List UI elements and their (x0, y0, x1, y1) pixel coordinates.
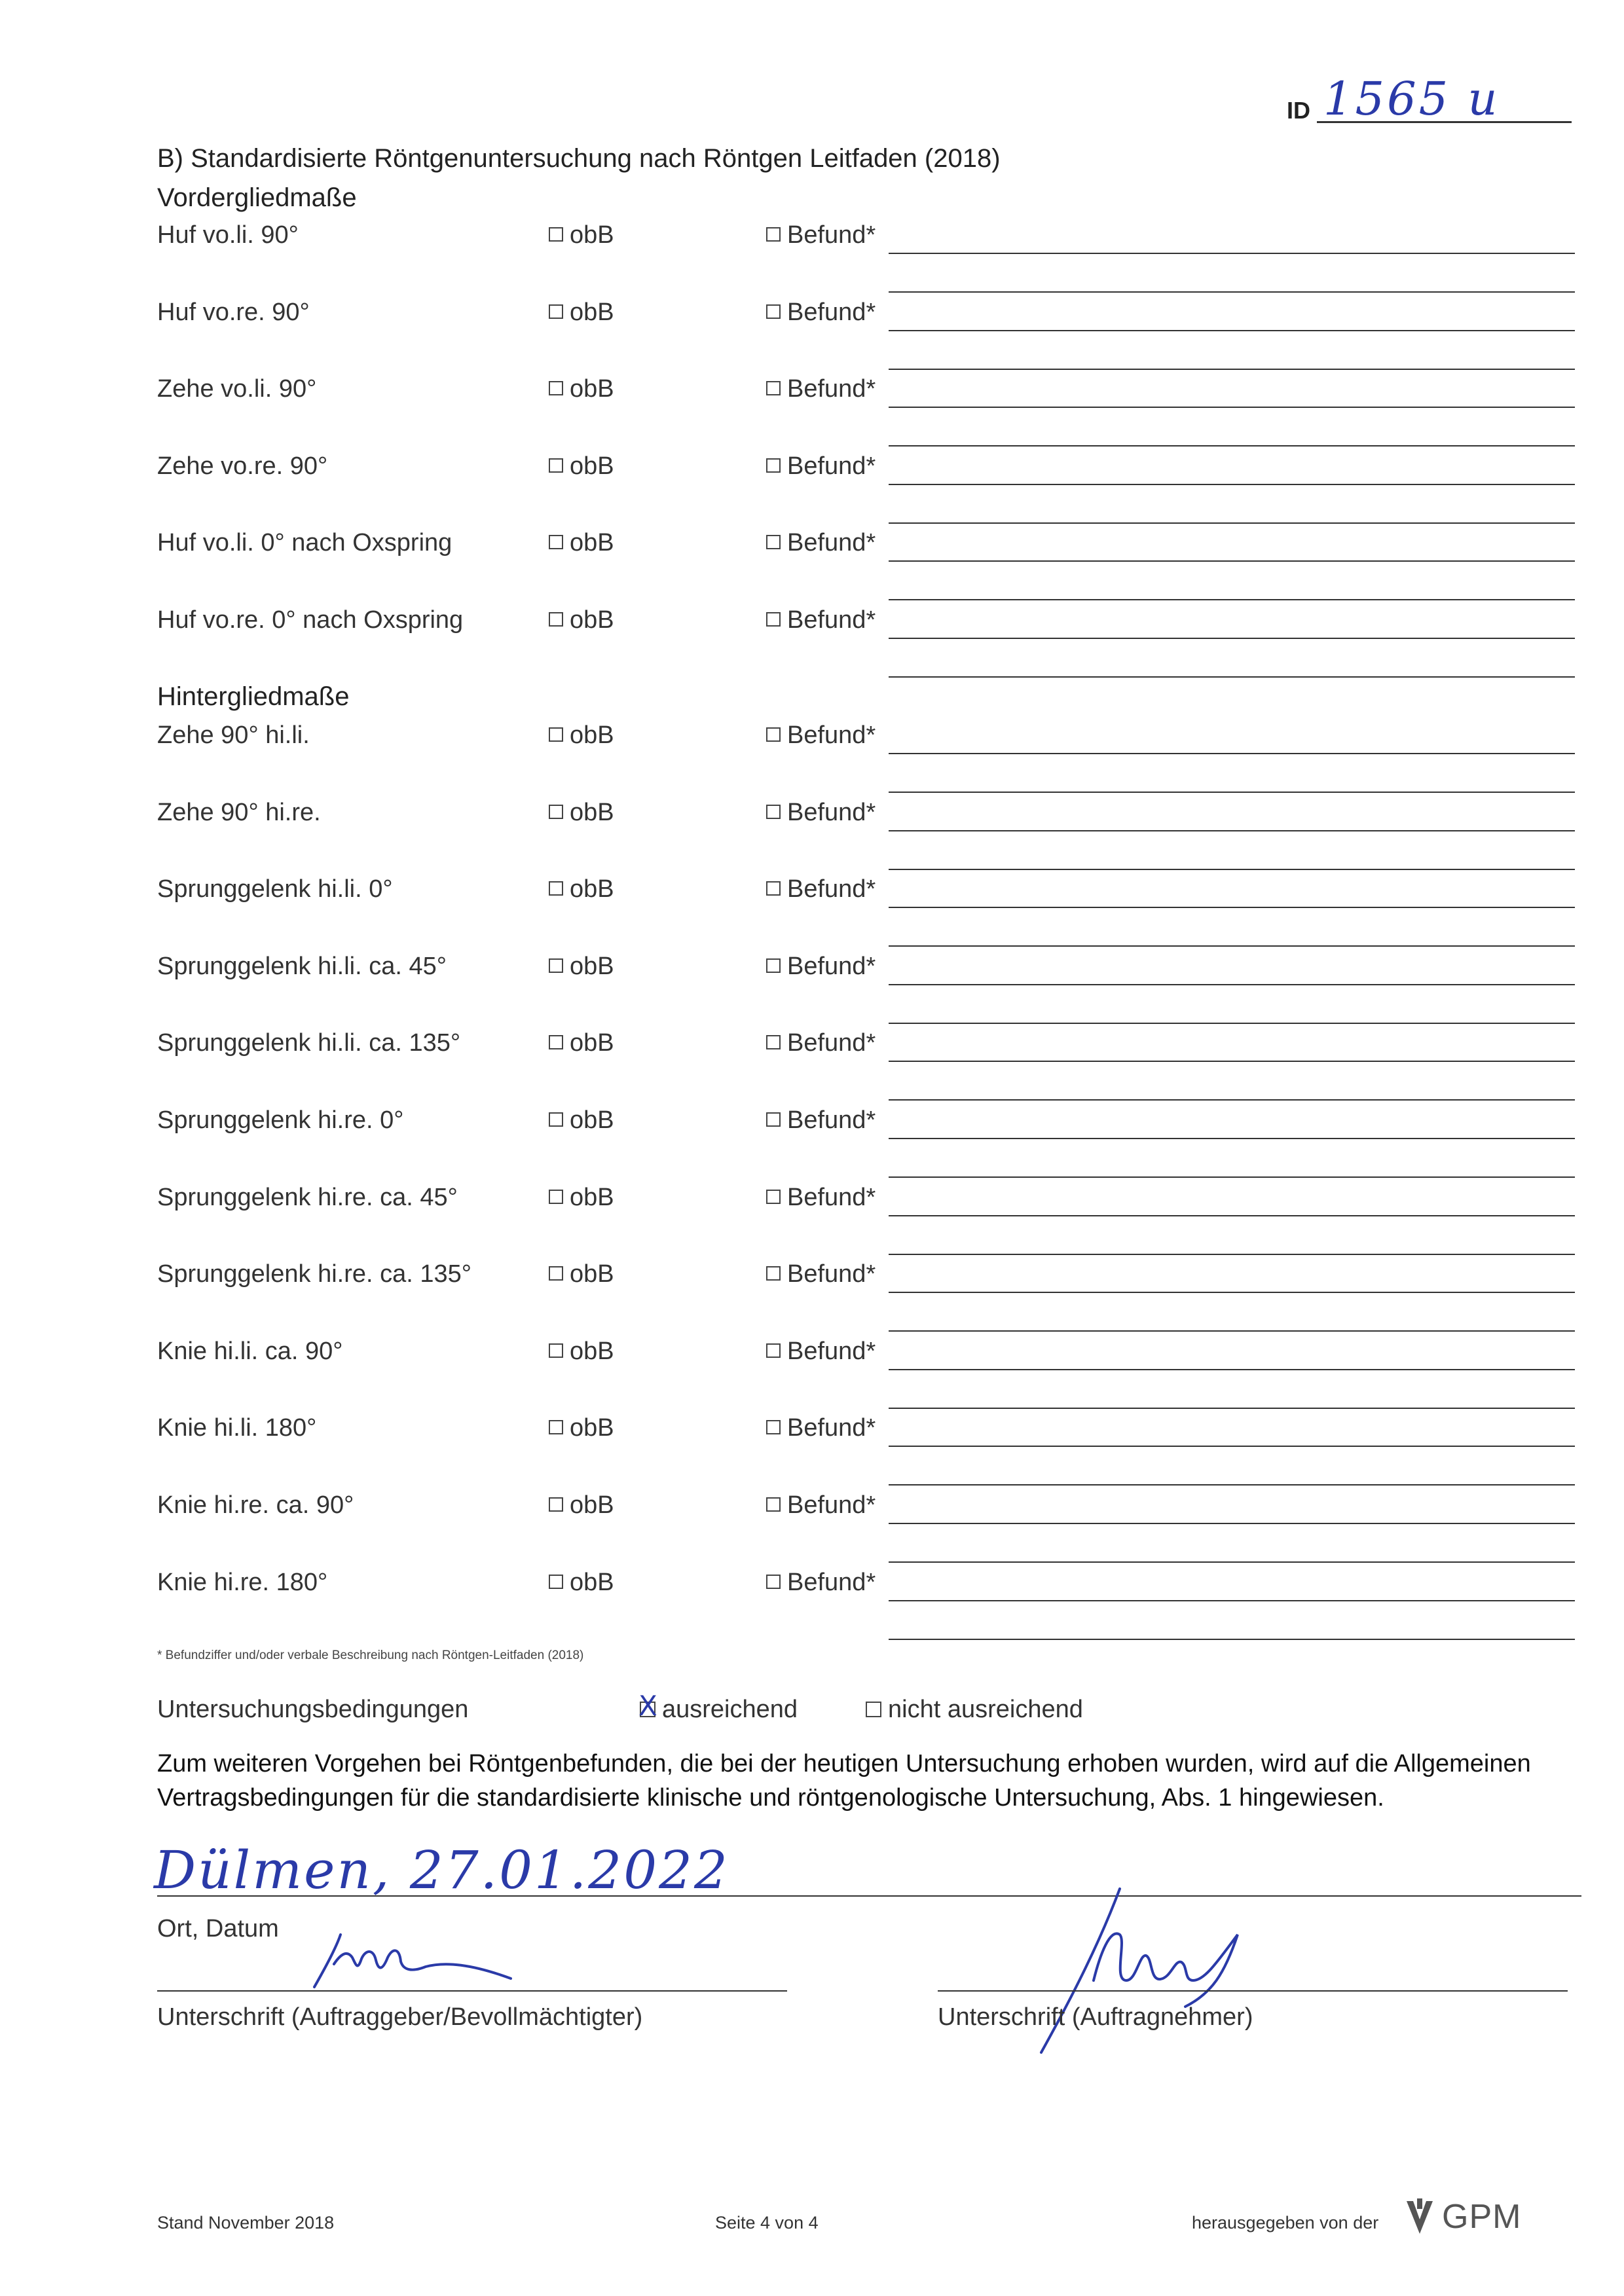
befund-label: Befund* (787, 1414, 876, 1442)
befund-entry-line[interactable] (889, 1600, 1575, 1601)
sufficient-label: ausreichend (662, 1696, 798, 1723)
befund-entry-line[interactable] (889, 1215, 1575, 1216)
befund-entry-line[interactable] (889, 407, 1575, 408)
befund-option[interactable] (766, 221, 876, 249)
obb-label: obB (570, 875, 614, 903)
befund-checkbox[interactable] (766, 1190, 781, 1204)
befund-option[interactable] (766, 875, 876, 903)
obb-checkbox[interactable] (549, 1266, 563, 1281)
obb-checkbox[interactable] (549, 1497, 563, 1512)
befund-entry-line[interactable] (889, 1176, 1575, 1178)
exam-view-label: Zehe vo.li. 90° (157, 375, 317, 403)
befund-checkbox[interactable] (766, 805, 781, 819)
gpm-logo (1403, 2197, 1522, 2250)
sufficient-checkbox[interactable] (638, 1690, 657, 1722)
befund-entry-line[interactable] (889, 753, 1575, 754)
obb-checkbox[interactable] (549, 727, 563, 742)
client-signature-label: Unterschrift (Auftraggeber/Bevollmächtigter) (157, 2003, 643, 2031)
obb-option[interactable] (549, 452, 614, 481)
obb-option[interactable] (549, 1029, 614, 1057)
exam-row (157, 606, 1578, 646)
befund-checkbox[interactable] (766, 727, 781, 742)
befund-entry-line[interactable] (889, 1330, 1575, 1332)
befund-entry-line[interactable] (889, 869, 1575, 870)
befund-option[interactable] (766, 1106, 876, 1135)
befund-label: Befund* (787, 221, 876, 249)
obb-label: obB (570, 952, 614, 980)
befund-option[interactable] (766, 1260, 876, 1288)
conditions-sufficient-option[interactable] (638, 1690, 798, 1724)
befund-label: Befund* (787, 1260, 876, 1288)
obb-label: obB (570, 606, 614, 634)
obb-label: obB (570, 529, 614, 557)
obb-option[interactable] (549, 299, 614, 327)
befund-label: Befund* (787, 1106, 876, 1134)
befund-checkbox[interactable] (766, 1497, 781, 1512)
obb-label: obB (570, 452, 614, 480)
befund-entry-line[interactable] (889, 1484, 1575, 1485)
befund-entry-line[interactable] (889, 1138, 1575, 1139)
obb-label: obB (570, 1183, 614, 1211)
hind-limbs-heading: Hintergliedmaße (157, 682, 350, 711)
contractor-signature-label: Unterschrift (Auftragnehmer) (938, 2003, 1253, 2031)
exam-row (157, 721, 1578, 761)
befund-label: Befund* (787, 952, 876, 980)
befund-label: Befund* (787, 1337, 876, 1365)
obb-option[interactable] (549, 1338, 614, 1366)
befund-entry-line[interactable] (889, 1408, 1575, 1409)
conditions-insufficient-option[interactable] (866, 1696, 1083, 1724)
befund-entry-line[interactable] (889, 1023, 1575, 1024)
obb-option[interactable] (549, 1106, 614, 1135)
insufficient-checkbox[interactable] (866, 1702, 881, 1717)
obb-label: obB (570, 375, 614, 403)
obb-option[interactable] (549, 721, 614, 750)
contractor-signature (1022, 1882, 1270, 2059)
exam-view-label: Sprunggelenk hi.li. 0° (157, 875, 393, 903)
exam-view-label: Sprunggelenk hi.re. ca. 45° (157, 1183, 458, 1211)
befund-entry-line[interactable] (889, 907, 1575, 908)
befund-label: Befund* (787, 606, 876, 634)
befund-checkbox[interactable] (766, 1266, 781, 1281)
obb-label: obB (570, 1491, 614, 1519)
conditions-label: Untersuchungsbedingungen (157, 1696, 469, 1723)
befund-checkbox[interactable] (766, 1420, 781, 1434)
obb-option[interactable] (549, 1184, 614, 1212)
place-date-handwritten: Dülmen, 27.01.2022 (154, 1840, 729, 1901)
befund-label: Befund* (787, 1491, 876, 1519)
obb-label: obB (570, 1260, 614, 1288)
obb-option[interactable] (549, 606, 614, 634)
befund-checkbox[interactable] (766, 1035, 781, 1049)
befund-checkbox[interactable] (766, 227, 781, 242)
exam-row (157, 1491, 1578, 1531)
terms-notice: Zum weiteren Vorgehen bei Röntgenbefunden, die bei der heutigen Untersuchung erhoben wurden, wird auf die Allgemeinen Vertragsbedingungen für die standardisierte klinische und röntgenologische Untersuchung, Abs. 1 hingewiesen. (157, 1750, 1531, 1812)
obb-label: obB (570, 298, 614, 326)
exam-row (157, 529, 1578, 568)
obb-checkbox[interactable] (549, 612, 563, 627)
befund-option[interactable] (766, 1029, 876, 1057)
gpm-logo-icon (1403, 2197, 1437, 2238)
exam-view-label: Knie hi.re. ca. 90° (157, 1491, 354, 1519)
befund-entry-line[interactable] (889, 676, 1575, 678)
befund-checkbox[interactable] (766, 304, 781, 319)
version-note: Stand November 2018 (157, 2213, 335, 2232)
befund-checkbox[interactable] (766, 1575, 781, 1589)
befund-entry-line[interactable] (889, 1254, 1575, 1255)
obb-checkbox[interactable] (549, 1343, 563, 1358)
publisher-note: herausgegeben von der (1192, 2213, 1379, 2232)
client-signature-line (157, 1990, 787, 1992)
obb-checkbox[interactable] (549, 458, 563, 473)
befund-label: Befund* (787, 798, 876, 826)
place-date-label: Ort, Datum (157, 1915, 279, 1942)
exam-row (157, 452, 1578, 492)
exam-view-label: Sprunggelenk hi.li. ca. 45° (157, 952, 447, 980)
insufficient-label: nicht ausreichend (888, 1696, 1083, 1723)
obb-option[interactable] (549, 875, 614, 903)
front-limbs-heading: Vordergliedmaße (157, 183, 357, 212)
exam-row (157, 1106, 1578, 1146)
obb-option[interactable] (549, 953, 614, 981)
befund-entry-line[interactable] (889, 599, 1575, 600)
befund-checkbox[interactable] (766, 381, 781, 395)
befund-entry-line[interactable] (889, 1099, 1575, 1101)
obb-checkbox[interactable] (549, 1190, 563, 1204)
footnote: * Befundziffer und/oder verbale Beschreibung nach Röntgen-Leitfaden (2018) (157, 1649, 584, 1662)
exam-row (157, 1260, 1578, 1300)
obb-option[interactable] (549, 1569, 614, 1597)
befund-label: Befund* (787, 1183, 876, 1211)
obb-label: obB (570, 1337, 614, 1365)
befund-entry-line[interactable] (889, 984, 1575, 985)
handwritten-check-mark: X (638, 1690, 657, 1722)
exam-view-label: Huf vo.re. 90° (157, 298, 310, 326)
exam-row (157, 299, 1578, 338)
befund-checkbox[interactable] (766, 1343, 781, 1358)
exam-view-label: Knie hi.li. ca. 90° (157, 1337, 343, 1365)
obb-option[interactable] (549, 1414, 614, 1442)
befund-entry-line[interactable] (889, 253, 1575, 254)
befund-option[interactable] (766, 1491, 876, 1520)
obb-label: obB (570, 1568, 614, 1596)
obb-option[interactable] (549, 375, 614, 403)
befund-entry-line[interactable] (889, 484, 1575, 485)
befund-checkbox[interactable] (766, 958, 781, 973)
exam-view-label: Sprunggelenk hi.re. ca. 135° (157, 1260, 471, 1288)
befund-label: Befund* (787, 721, 876, 749)
obb-checkbox[interactable] (549, 805, 563, 819)
obb-label: obB (570, 221, 614, 249)
obb-checkbox[interactable] (549, 381, 563, 395)
obb-option[interactable] (549, 1491, 614, 1520)
befund-label: Befund* (787, 1568, 876, 1596)
obb-option[interactable] (549, 221, 614, 249)
befund-option[interactable] (766, 452, 876, 481)
befund-checkbox[interactable] (766, 612, 781, 627)
befund-option[interactable] (766, 375, 876, 403)
obb-option[interactable] (549, 799, 614, 827)
befund-entry-line[interactable] (889, 1523, 1575, 1524)
obb-checkbox[interactable] (549, 1575, 563, 1589)
befund-entry-line[interactable] (889, 1369, 1575, 1370)
exam-row (157, 1414, 1578, 1453)
befund-option[interactable] (766, 299, 876, 327)
befund-checkbox[interactable] (766, 881, 781, 896)
obb-label: obB (570, 1029, 614, 1057)
contractor-signature-line (938, 1990, 1568, 1992)
befund-option[interactable] (766, 721, 876, 750)
befund-entry-line[interactable] (889, 369, 1575, 370)
befund-label: Befund* (787, 452, 876, 480)
befund-entry-line[interactable] (889, 522, 1575, 524)
befund-label: Befund* (787, 529, 876, 557)
exam-row (157, 1184, 1578, 1223)
obb-checkbox[interactable] (549, 958, 563, 973)
befund-checkbox[interactable] (766, 535, 781, 549)
exam-row (157, 1338, 1578, 1377)
befund-option[interactable] (766, 1569, 876, 1597)
befund-entry-line[interactable] (889, 830, 1575, 831)
befund-option[interactable] (766, 1414, 876, 1442)
exam-view-label: Huf vo.li. 0° nach Oxspring (157, 529, 452, 557)
page-number: Seite 4 von 4 (715, 2213, 819, 2232)
exam-row (157, 953, 1578, 992)
exam-row (157, 799, 1578, 838)
befund-label: Befund* (787, 1029, 876, 1057)
place-date-line (157, 1895, 1581, 1897)
befund-checkbox[interactable] (766, 1112, 781, 1127)
obb-checkbox[interactable] (549, 881, 563, 896)
exam-view-label: Zehe 90° hi.re. (157, 798, 321, 826)
obb-checkbox[interactable] (549, 1035, 563, 1049)
befund-entry-line[interactable] (889, 330, 1575, 331)
client-signature (301, 1918, 537, 1997)
exam-view-label: Zehe vo.re. 90° (157, 452, 328, 480)
section-title: B) Standardisierte Röntgenuntersuchung nach Röntgen Leitfaden (2018) (157, 144, 1001, 173)
befund-entry-line[interactable] (889, 1446, 1575, 1447)
obb-checkbox[interactable] (549, 304, 563, 319)
befund-entry-line[interactable] (889, 1061, 1575, 1062)
befund-entry-line[interactable] (889, 291, 1575, 293)
exam-row (157, 875, 1578, 915)
exam-view-label: Huf vo.re. 0° nach Oxspring (157, 606, 464, 634)
befund-option[interactable] (766, 606, 876, 634)
befund-label: Befund* (787, 375, 876, 403)
exam-view-label: Sprunggelenk hi.li. ca. 135° (157, 1029, 461, 1057)
exam-view-label: Zehe 90° hi.li. (157, 721, 310, 749)
obb-checkbox[interactable] (549, 1420, 563, 1434)
exam-view-label: Knie hi.re. 180° (157, 1568, 328, 1596)
id-label: ID (1287, 97, 1310, 124)
exam-row (157, 221, 1578, 261)
befund-entry-line[interactable] (889, 1639, 1575, 1640)
obb-label: obB (570, 1106, 614, 1134)
id-handwritten-value: 1565 u (1323, 72, 1500, 126)
obb-checkbox[interactable] (549, 1112, 563, 1127)
id-field (1287, 72, 1572, 130)
obb-option[interactable] (549, 529, 614, 557)
befund-option[interactable] (766, 1184, 876, 1212)
exam-row (157, 1569, 1578, 1608)
exam-view-label: Sprunggelenk hi.re. 0° (157, 1106, 404, 1134)
befund-label: Befund* (787, 875, 876, 903)
exam-view-label: Knie hi.li. 180° (157, 1414, 317, 1442)
obb-checkbox[interactable] (549, 227, 563, 242)
befund-entry-line[interactable] (889, 445, 1575, 446)
befund-checkbox[interactable] (766, 458, 781, 473)
befund-entry-line[interactable] (889, 1292, 1575, 1293)
befund-entry-line[interactable] (889, 945, 1575, 947)
befund-label: Befund* (787, 298, 876, 326)
befund-option[interactable] (766, 953, 876, 981)
gpm-logo-text: GPM (1442, 2198, 1522, 2236)
befund-option[interactable] (766, 529, 876, 557)
befund-entry-line[interactable] (889, 560, 1575, 562)
befund-entry-line[interactable] (889, 638, 1575, 639)
exam-row (157, 375, 1578, 414)
obb-option[interactable] (549, 1260, 614, 1288)
obb-label: obB (570, 721, 614, 749)
befund-entry-line[interactable] (889, 1561, 1575, 1563)
befund-entry-line[interactable] (889, 792, 1575, 793)
befund-option[interactable] (766, 799, 876, 827)
exam-row (157, 1029, 1578, 1068)
obb-label: obB (570, 798, 614, 826)
obb-checkbox[interactable] (549, 535, 563, 549)
befund-option[interactable] (766, 1338, 876, 1366)
obb-label: obB (570, 1414, 614, 1442)
exam-view-label: Huf vo.li. 90° (157, 221, 299, 249)
